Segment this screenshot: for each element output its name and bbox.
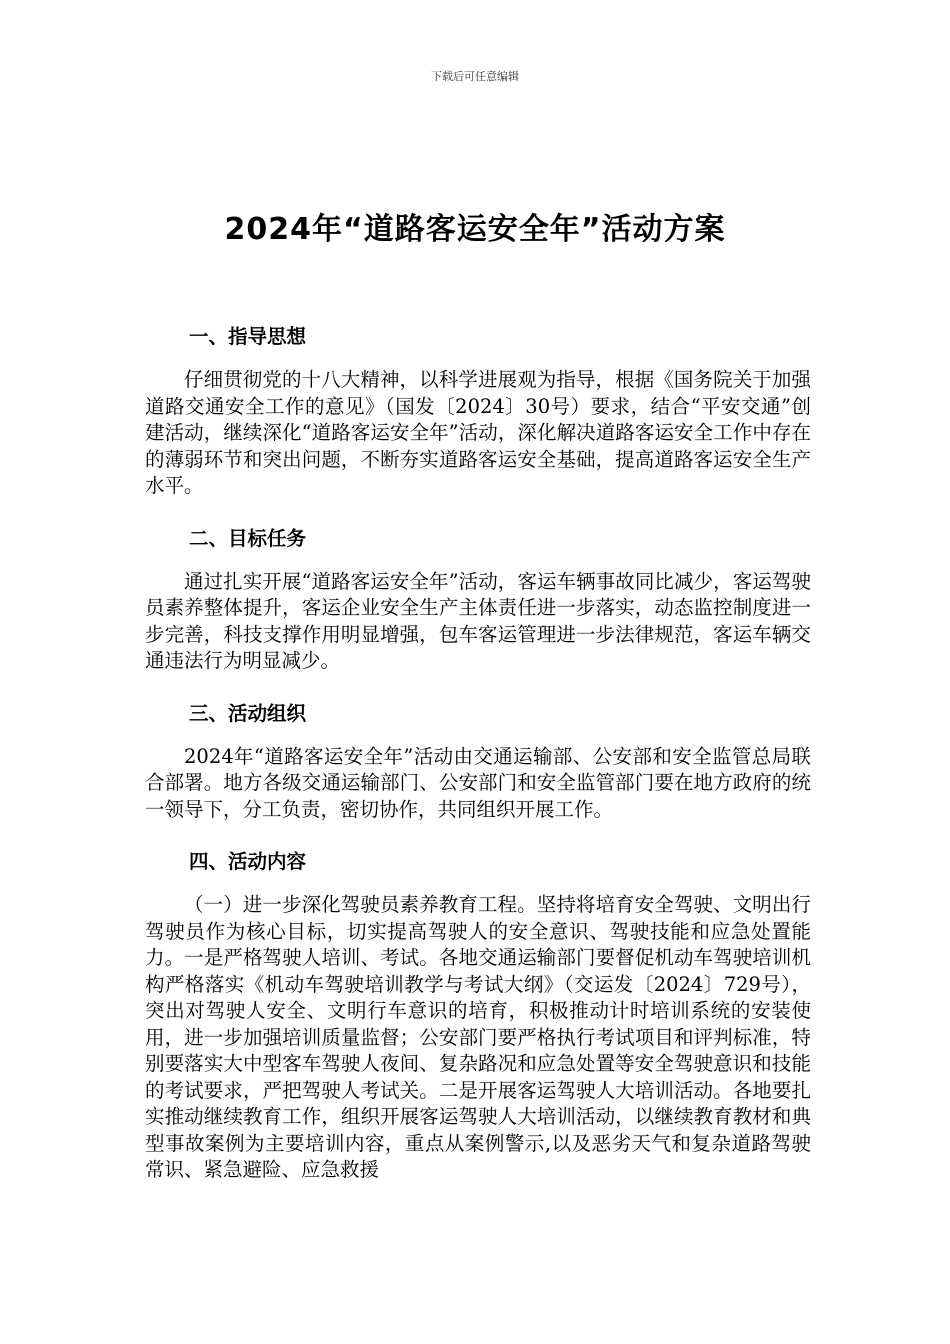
paragraph-activities: （一）进一步深化驾驶员素养教育工程。坚持将培育安全驾驶、文明出行驾驶员作为核心目标，切实提高驾驶人的安全意识、驾驶技能和应急处置能力。一是严格驾驶人培训、考试。各地交通运输部门要督促机动车驾驶培训机构严格落实《机动车驾驶培训教学与考试大纲》（交运发〔2024〕729号），突出对驾驶人安全、文明行车意识的培育，积极推动计时培训系统的安装使用，进一步加强培训质量监督；公安部门要严格执行考试项目和评判标准，特别要落实大中型客车驾驶人夜间、复杂路况和应急处置等安全驾驶意识和技能的考试要求，严把驾驶人考试关。二是开展客运驾驶人大培训活动。各地要扎实推动继续教育工作，组织开展客运驾驶人大培训活动，以继续教育教材和典型事故案例为主要培训内容，重点从案例警示,以及恶劣天气和复杂道路驾驶常识、紧急避险、应急救援 bbox=[145, 893, 811, 1181]
section-heading-guiding-thought: 一、指导思想 bbox=[189, 325, 307, 348]
section-heading-goals: 二、目标任务 bbox=[189, 526, 307, 550]
paragraph-guiding-thought: 仔细贯彻党的十八大精神，以科学进展观为指导，根据《国务院关于加强道路交通安全工作的意见》（国发〔2024〕30号）要求，结合“平安交通”创建活动，继续深化“道路客运安全年”活动，深化解决道路客运安全工作中存在的薄弱环节和突出问题，不断夯实道路客运安全基础，提高道路客运安全生产水平。 bbox=[145, 368, 811, 497]
section-heading-organization: 三、活动组织 bbox=[189, 701, 307, 725]
paragraph-organization: 2024年“道路客运安全年”活动由交通运输部、公安部和安全监管总局联合部署。地方各级交通运输部门、公安部门和安全监管部门要在地方政府的统一领导下，分工负责，密切协作，共同组织开展工作。 bbox=[145, 744, 811, 821]
paragraph-goals: 通过扎实开展“道路客运安全年”活动，客运车辆事故同比减少，客运驾驶员素养整体提升，客运企业安全生产主体责任进一步落实，动态监控制度进一步完善，科技支撑作用明显增强，包车客运管理进一步法律规范，客运车辆交通违法行为明显减少。 bbox=[145, 569, 811, 672]
document-title: 2024年“道路客运安全年”活动方案 bbox=[224, 212, 726, 247]
header-note: 下载后可任意编辑 bbox=[431, 70, 519, 83]
document-body bbox=[145, 318, 811, 1184]
section-heading-activities: 四、活动内容 bbox=[189, 850, 307, 873]
